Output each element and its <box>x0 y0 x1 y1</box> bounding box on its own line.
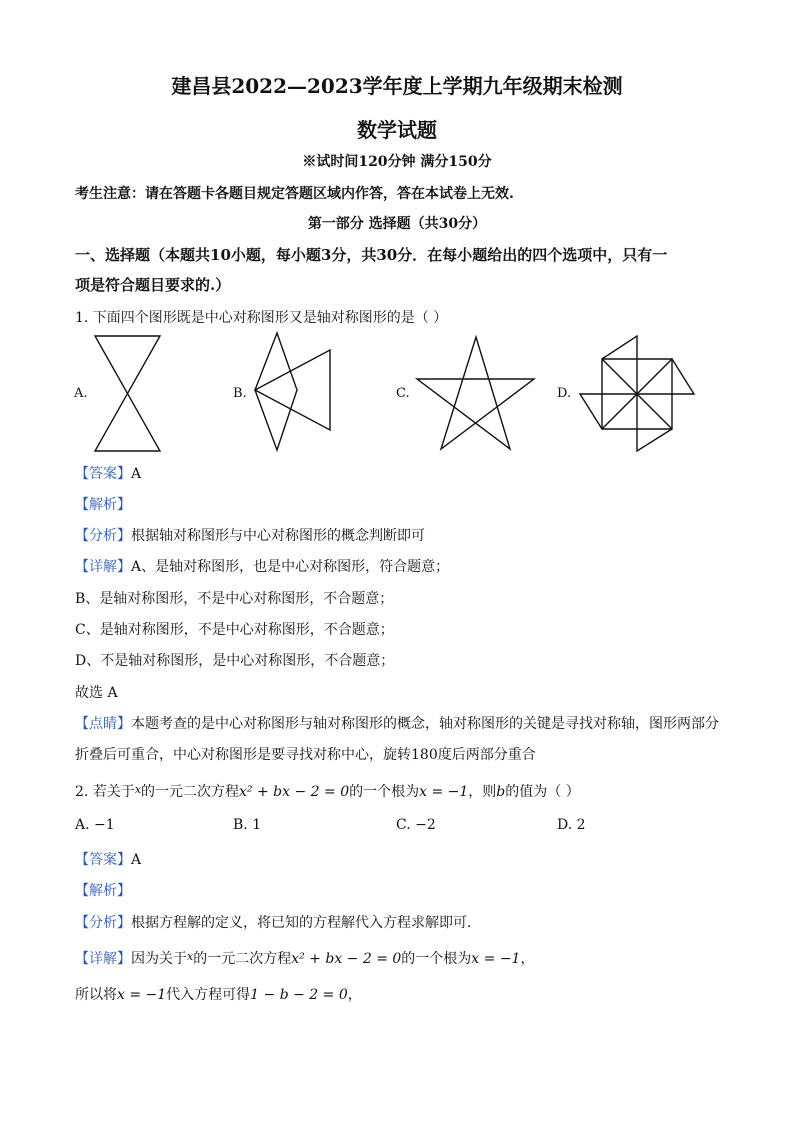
q1-stem: 1. 下面四个图形既是中心对称图形又是轴对称图形的是（ ） <box>75 310 448 326</box>
hourglass-figure <box>92 334 164 454</box>
q1-option-c-label: C. <box>396 386 410 401</box>
q2-analysis-tag: 【解析】 <box>75 883 131 899</box>
xiangjie-end: ， <box>520 951 535 967</box>
section-instruction-line2: 项是符合题目要求的.） <box>75 276 231 294</box>
q1-line-d: D、不是轴对称图形，是中心对称图形，不合题意； <box>75 653 395 669</box>
q1-option-a-label: A. <box>74 386 88 401</box>
exam-subtitle: 数学试题 <box>357 118 437 142</box>
xiangjie-equation: x² + bx − 2 = 0 <box>291 951 402 967</box>
q2-stem-mid3: ，则 <box>468 784 497 800</box>
line2-value: x = −1 <box>117 987 167 1003</box>
dianjing-text: 本题考查的是中心对称图形与轴对称图形的概念，轴对称图形的关键是寻找对称轴，图形两部分 <box>131 716 719 732</box>
fenxi-tag: 【分析】 <box>75 915 131 931</box>
xiangjie-mid2: 的一个根为 <box>401 951 472 967</box>
xiangjie-var-x: x <box>187 950 194 963</box>
q2-stem-mid2: 的一个根为 <box>349 784 420 800</box>
q1-xiangjie <box>75 556 449 576</box>
q2-stem-end: 的值为（ ） <box>505 784 580 800</box>
q2-var-x: x <box>134 783 142 796</box>
q1-line-c: C、是轴对称图形，不是中心对称图形，不合题意； <box>75 622 394 638</box>
q2-equation: x² + bx − 2 = 0 <box>239 784 350 800</box>
q1-fenxi <box>75 525 425 545</box>
exam-notice: 考生注意：请在答题卡各题目规定答题区域内作答，答在本试卷上无效. <box>75 186 514 202</box>
xiangjie-mid: 的一元二次方程 <box>193 951 292 967</box>
q2-answer <box>75 849 141 869</box>
q1-option-b-label: B. <box>233 386 247 401</box>
q2-option-b: B. 1 <box>233 817 262 833</box>
q2-var-b: b <box>496 784 506 800</box>
answer-value: A <box>131 466 142 482</box>
q1-answer <box>75 463 141 483</box>
q2-stem <box>75 781 580 801</box>
answer-value: A <box>131 852 142 868</box>
fenxi-text: 根据轴对称图形与中心对称图形的概念判断即可 <box>131 528 425 544</box>
part-title: 第一部分 选择题（共30分） <box>307 216 487 232</box>
xiangjie-tag: 【详解】 <box>75 559 131 575</box>
time-note: ※试时间120分钟 满分150分 <box>302 154 492 170</box>
kite-triangle-figure <box>252 330 334 455</box>
q2-root: x = −1 <box>419 784 469 800</box>
q1-dianjing-line2: 折叠后可重合，中心对称图形是要寻找对称中心，旋转180度后两部分重合 <box>75 747 536 763</box>
q2-option-c: C. −2 <box>396 817 436 833</box>
q2-xiangjie <box>75 948 534 968</box>
dianjing-tag: 【点睛】 <box>75 716 131 732</box>
q1-dianjing-line1 <box>75 713 719 733</box>
xiangjie-root: x = −1 <box>471 951 521 967</box>
xiangjie-pre: 因为关于 <box>131 951 187 967</box>
q2-stem-mid: 的一元二次方程 <box>141 784 240 800</box>
exam-title: 建昌县2022—2023学年度上学期九年级期末检测 <box>171 74 623 98</box>
pinwheel-figure <box>577 334 697 454</box>
answer-tag: 【答案】 <box>75 466 131 482</box>
fenxi-text: 根据方程解的定义，将已知的方程解代入方程求解即可． <box>131 915 481 931</box>
q2-option-d: D. 2 <box>557 817 586 833</box>
q1-line-b: B、是轴对称图形，不是中心对称图形，不合题意； <box>75 591 394 607</box>
line2-mid: 代入方程可得 <box>166 987 251 1003</box>
q1-option-d-label: D. <box>557 386 572 401</box>
q2-option-a: A. −1 <box>75 817 115 833</box>
answer-tag: 【答案】 <box>75 852 131 868</box>
q2-fenxi <box>75 912 481 932</box>
fenxi-tag: 【分析】 <box>75 528 131 544</box>
xiangjie-text: A、是轴对称图形，也是中心对称图形，符合题意； <box>131 559 450 575</box>
q2-substitution-line <box>75 984 362 1004</box>
q1-analysis-tag: 【解析】 <box>75 497 131 513</box>
section-instruction-line1: 一、选择题（本题共10小题，每小题3分，共30分．在每小题给出的四个选项中，只有一 <box>75 246 668 264</box>
line2-pre: 所以将 <box>75 987 117 1003</box>
line2-equation: 1 − b − 2 = 0 <box>250 987 348 1003</box>
q2-stem-pre: 2. 若关于 <box>75 784 135 800</box>
xiangjie-tag: 【详解】 <box>75 951 131 967</box>
q1-conclusion: 故选 A <box>75 685 118 701</box>
star-figure <box>414 334 538 454</box>
line2-end: ， <box>347 987 362 1003</box>
